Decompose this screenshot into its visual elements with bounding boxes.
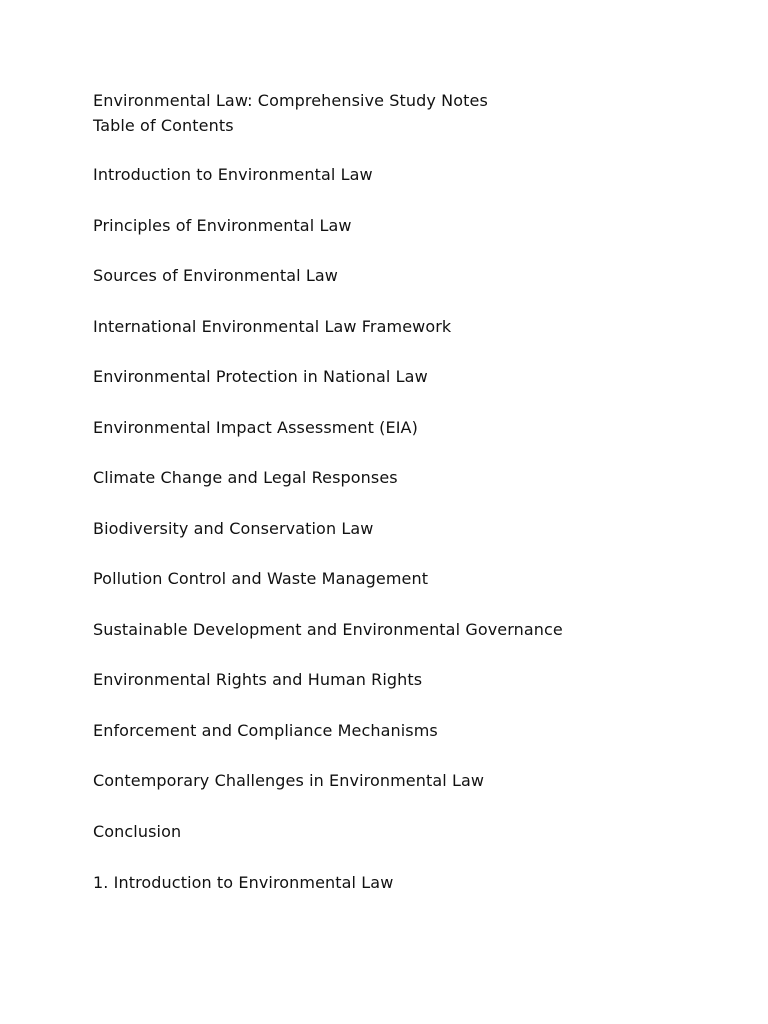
toc-item-contemporary-challenges: Contemporary Challenges in Environmental Law (93, 771, 485, 790)
toc-item-national-protection: Environmental Protection in National Law (93, 367, 428, 386)
table-of-contents (93, 164, 733, 871)
toc-item-pollution-control: Pollution Control and Waste Management (93, 569, 429, 588)
toc-item-eia: Environmental Impact Assessment (EIA) (93, 417, 418, 437)
document-header (93, 88, 733, 138)
toc-item-conclusion: Conclusion (93, 821, 182, 841)
toc-item-introduction: Introduction to Environmental Law (93, 165, 373, 184)
toc-item-principles: Principles of Environmental Law (93, 215, 352, 235)
section-heading-introduction: 1. Introduction to Environmental Law (93, 873, 394, 892)
toc-item-sustainable-development: Sustainable Development and Environmental Governance (93, 619, 563, 639)
toc-item-environmental-rights: Environmental Rights and Human Rights (93, 670, 423, 689)
document-title: Environmental Law: Comprehensive Study Notes (93, 91, 488, 110)
toc-item-biodiversity: Biodiversity and Conservation Law (93, 518, 374, 538)
toc-heading: Table of Contents (93, 116, 234, 135)
toc-item-international-framework: International Environmental Law Framework (93, 316, 452, 336)
toc-item-sources: Sources of Environmental Law (93, 266, 338, 285)
toc-item-climate-change: Climate Change and Legal Responses (93, 468, 398, 487)
toc-item-enforcement: Enforcement and Compliance Mechanisms (93, 720, 438, 740)
